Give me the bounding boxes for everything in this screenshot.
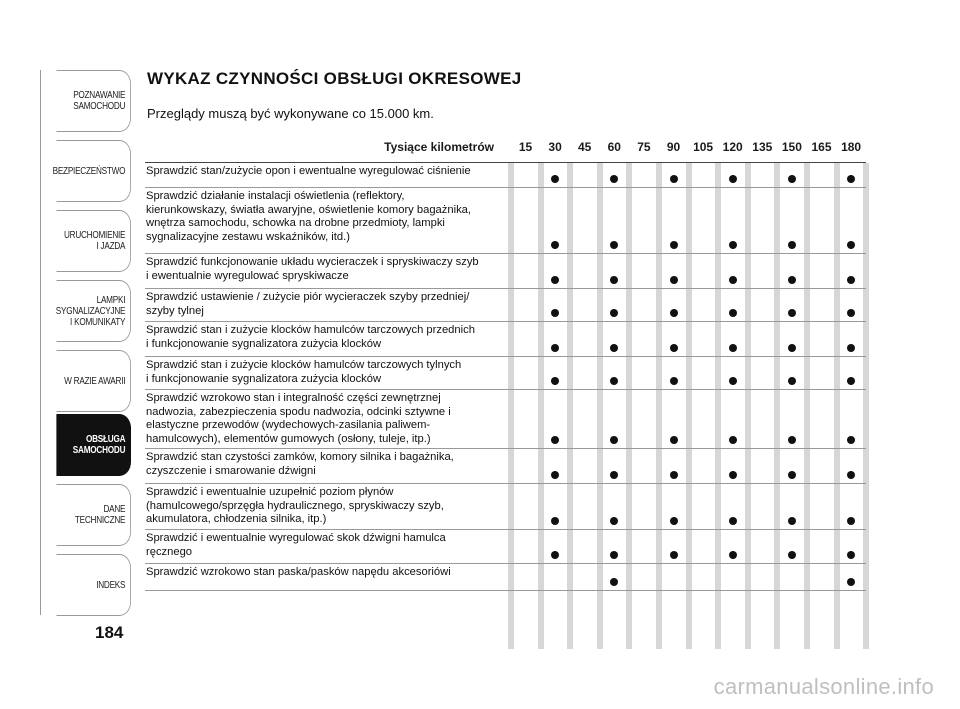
service-check-dot bbox=[610, 517, 618, 525]
task-description: Sprawdzić ustawienie / zużycie piór wycieraczek szyby przedniej/ szyby tylnej bbox=[146, 291, 470, 317]
service-check-dot bbox=[551, 436, 559, 444]
table-row bbox=[145, 484, 866, 530]
sidebar-tab-4[interactable] bbox=[56, 350, 131, 412]
watermark: carmanualsonline.info bbox=[713, 674, 934, 699]
task-description: Sprawdzić i ewentualnie wyregulować skok dźwigni hamulca ręcznego bbox=[146, 532, 446, 558]
service-check-dot bbox=[670, 309, 678, 317]
service-check-dot bbox=[847, 309, 855, 317]
sidebar-rail bbox=[40, 70, 41, 615]
service-check-dot bbox=[610, 276, 618, 284]
km-column-header: 45 bbox=[578, 140, 592, 154]
service-check-dot bbox=[551, 517, 559, 525]
service-check-dot bbox=[551, 377, 559, 385]
service-check-dot bbox=[670, 551, 678, 559]
service-check-dot bbox=[847, 344, 855, 352]
sidebar-tab-7[interactable] bbox=[56, 554, 131, 616]
km-column-header: 15 bbox=[518, 140, 533, 154]
service-check-dot bbox=[610, 551, 618, 559]
service-check-dot bbox=[551, 175, 559, 183]
sidebar-tab-2[interactable] bbox=[56, 210, 131, 272]
service-check-dot bbox=[729, 517, 737, 525]
service-check-dot bbox=[551, 241, 559, 249]
table-row bbox=[145, 530, 866, 564]
service-check-dot bbox=[788, 241, 796, 249]
service-check-dot bbox=[847, 276, 855, 284]
service-check-dot bbox=[788, 377, 796, 385]
service-check-dot bbox=[847, 578, 855, 586]
sidebar-tab-label: LAMPKI SYGNALIZACYJNE I KOMUNIKATY bbox=[55, 294, 126, 328]
service-check-dot bbox=[729, 309, 737, 317]
service-check-dot bbox=[847, 517, 855, 525]
service-check-dot bbox=[729, 344, 737, 352]
service-check-dot bbox=[610, 471, 618, 479]
service-check-dot bbox=[788, 175, 796, 183]
maintenance-schedule-table bbox=[145, 138, 866, 591]
service-check-dot bbox=[670, 436, 678, 444]
service-check-dot bbox=[551, 309, 559, 317]
service-check-dot bbox=[610, 309, 618, 317]
service-check-dot bbox=[610, 175, 618, 183]
service-check-dot bbox=[847, 175, 855, 183]
task-description: Sprawdzić działanie instalacji oświetlenia (reflektory, kierunkowskazy, światła awaryjne, oświetlenie komory bagażnika, wnętrza samochodu, schowka na drobne przedmioty, lampki sygnalizacyjne zestawu wskaźników, itd.) bbox=[146, 190, 471, 243]
page-subtitle: Przeglądy muszą być wykonywane co 15.000 km. bbox=[147, 106, 434, 121]
service-check-dot bbox=[788, 344, 796, 352]
table-row bbox=[145, 449, 866, 484]
table-row bbox=[145, 390, 866, 449]
service-check-dot bbox=[788, 517, 796, 525]
service-check-dot bbox=[729, 436, 737, 444]
service-check-dot bbox=[610, 578, 618, 586]
table-body bbox=[145, 163, 866, 591]
service-check-dot bbox=[788, 471, 796, 479]
service-check-dot bbox=[847, 436, 855, 444]
service-check-dot bbox=[788, 551, 796, 559]
service-check-dot bbox=[847, 551, 855, 559]
service-check-dot bbox=[788, 436, 796, 444]
sidebar-tab-label: BEZPIECZEŃSTWO bbox=[52, 165, 126, 177]
table-row bbox=[145, 564, 866, 591]
service-check-dot bbox=[670, 471, 678, 479]
service-check-dot bbox=[610, 344, 618, 352]
sidebar-tab-label: DANE TECHNICZNE bbox=[74, 504, 126, 526]
service-check-dot bbox=[729, 471, 737, 479]
table-row bbox=[145, 357, 866, 390]
service-check-dot bbox=[729, 175, 737, 183]
table-row bbox=[145, 289, 866, 322]
km-column-header: 165 bbox=[811, 140, 832, 154]
table-row bbox=[145, 254, 866, 289]
service-check-dot bbox=[610, 377, 618, 385]
km-column-header: 60 bbox=[607, 140, 621, 154]
service-check-dot bbox=[670, 344, 678, 352]
service-check-dot bbox=[610, 436, 618, 444]
page-number: 184 bbox=[95, 623, 124, 642]
task-description: Sprawdzić stan czystości zamków, komory silnika i bagażnika, czyszczenie i smarowanie dźwigni bbox=[146, 451, 454, 477]
service-check-dot bbox=[788, 309, 796, 317]
task-description: Sprawdzić stan i zużycie klocków hamulców tarczowych przednich i funkcjonowanie sygnalizatora zużycia klocków bbox=[146, 324, 475, 350]
sidebar-tab-0[interactable] bbox=[56, 70, 131, 132]
table-row bbox=[145, 322, 866, 357]
service-check-dot bbox=[551, 551, 559, 559]
task-description: Sprawdzić stan/zużycie opon i ewentualne wyregulować ciśnienie bbox=[146, 165, 471, 177]
service-check-dot bbox=[670, 276, 678, 284]
service-check-dot bbox=[729, 241, 737, 249]
service-check-dot bbox=[670, 377, 678, 385]
km-column-header: 150 bbox=[781, 140, 802, 154]
service-check-dot bbox=[729, 551, 737, 559]
service-check-dot bbox=[670, 517, 678, 525]
sidebar-tab-label: POZNAWANIE SAMOCHODU bbox=[73, 90, 126, 112]
km-column-header: 90 bbox=[666, 140, 681, 154]
sidebar-tab-label: INDEKS bbox=[96, 579, 126, 591]
sidebar-tab-3[interactable] bbox=[56, 280, 131, 342]
sidebar-tab-label: OBSŁUGA SAMOCHODU bbox=[72, 434, 126, 456]
service-check-dot bbox=[788, 276, 796, 284]
sidebar-tab-label: W RAZIE AWARII bbox=[64, 375, 126, 387]
task-description: Sprawdzić funkcjonowanie układu wycieraczek i spryskiwaczy szyb i ewentualnie wyregulować spryskiwacze bbox=[146, 256, 479, 282]
sidebar-tab-6[interactable] bbox=[56, 484, 131, 546]
service-check-dot bbox=[551, 276, 559, 284]
service-check-dot bbox=[729, 377, 737, 385]
km-column-header: 180 bbox=[841, 140, 862, 154]
service-check-dot bbox=[670, 241, 678, 249]
service-check-dot bbox=[847, 471, 855, 479]
table-row bbox=[145, 188, 866, 254]
km-column-header: 30 bbox=[548, 140, 562, 154]
km-column-header: 105 bbox=[693, 140, 714, 154]
sidebar-tab-label: URUCHOMIENIE I JAZDA bbox=[63, 230, 126, 252]
service-check-dot bbox=[847, 377, 855, 385]
km-header-label: Tysiące kilometrów bbox=[384, 140, 494, 154]
service-check-dot bbox=[610, 241, 618, 249]
task-description: Sprawdzić i ewentualnie uzupełnić poziom płynów (hamulcowego/sprzęgła hydraulicznego, spryskiwaczy szyb, akumulatora, chłodzenia silnika, itp.) bbox=[146, 486, 444, 525]
service-check-dot bbox=[670, 175, 678, 183]
table-header-row bbox=[145, 138, 866, 163]
page-title: WYKAZ CZYNNOŚCI OBSŁUGI OKRESOWEJ bbox=[147, 69, 522, 88]
sidebar-tab-5[interactable] bbox=[56, 414, 131, 476]
service-check-dot bbox=[729, 276, 737, 284]
sidebar-tab-1[interactable] bbox=[52, 140, 131, 202]
km-column-header: 135 bbox=[752, 140, 773, 154]
task-description: Sprawdzić stan i zużycie klocków hamulców tarczowych tylnych i funkcjonowanie sygnalizatora zużycia klocków bbox=[146, 359, 462, 385]
service-check-dot bbox=[847, 241, 855, 249]
task-description: Sprawdzić wzrokowo stan paska/pasków napędu akcesoriówi bbox=[146, 566, 451, 578]
km-column-header: 75 bbox=[637, 140, 651, 154]
table-row bbox=[145, 163, 866, 188]
km-column-header: 120 bbox=[722, 140, 743, 154]
service-check-dot bbox=[551, 471, 559, 479]
service-check-dot bbox=[551, 344, 559, 352]
task-description: Sprawdzić wzrokowo stan i integralność części zewnętrznej nadwozia, zabezpieczenia spodu nadwozia, odcinki sztywne i elastyczne przewodów (wydechowych-zasilania paliwem- hamulcowych), elementów gumowych (osłony, tuleje, itp.) bbox=[146, 392, 451, 445]
